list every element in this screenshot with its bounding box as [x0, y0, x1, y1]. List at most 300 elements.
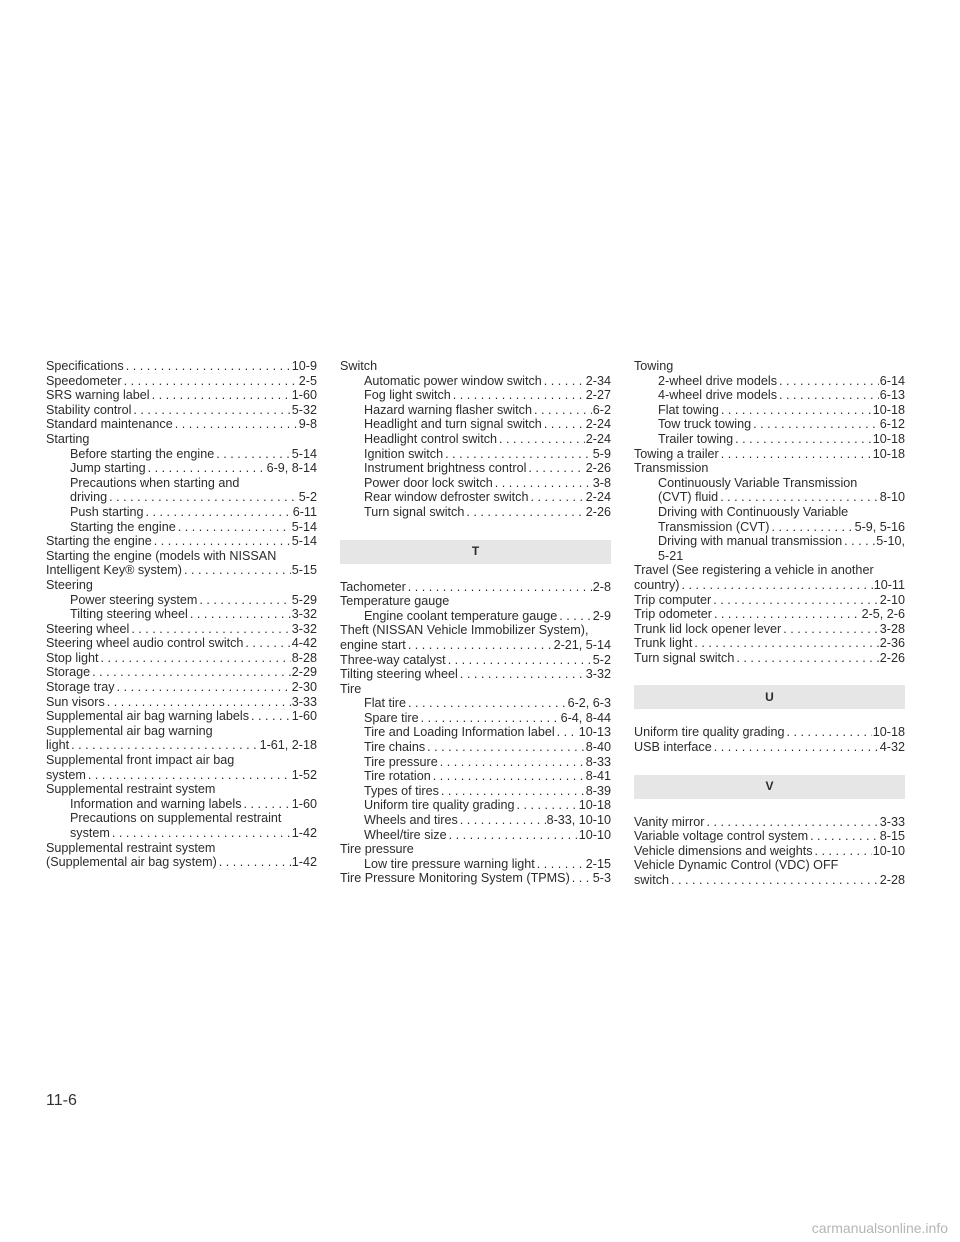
page-reference: 6-13 — [879, 388, 905, 403]
index-subentry — [340, 403, 611, 418]
page-reference: 6-11 — [292, 504, 317, 519]
dot-leader — [733, 432, 872, 447]
entry-leader-row — [364, 403, 611, 418]
entry-leader-row — [634, 578, 905, 593]
entry-text: (Supplemental air bag system) — [46, 855, 217, 870]
entry-leader-row — [634, 844, 905, 859]
index-subentry — [340, 447, 611, 462]
dot-leader — [464, 505, 584, 520]
index-subentry — [46, 797, 317, 812]
dot-leader — [122, 374, 298, 389]
page-reference-continued: 5-21 — [658, 548, 684, 563]
entry-text: Driving with manual transmission — [658, 534, 843, 549]
entry-leader-row — [658, 403, 905, 418]
index-entry — [340, 594, 611, 609]
dot-leader — [777, 388, 879, 403]
entry-text: Theft (NISSAN Vehicle Immobilizer System), — [340, 623, 589, 638]
entry-text: Vanity mirror — [634, 814, 705, 829]
dot-leader — [242, 797, 291, 812]
index-subentry — [340, 696, 611, 711]
entry-text: Supplemental air bag warning labels — [46, 709, 250, 724]
entry-leader-row — [70, 593, 317, 608]
entry-text: Tire pressure — [364, 754, 438, 769]
entry-leader-row — [658, 534, 905, 549]
index-entry — [340, 653, 611, 668]
dot-leader — [425, 740, 585, 755]
entry-text: Precautions on supplemental restraint — [70, 811, 282, 826]
entry-leader-row — [46, 709, 317, 724]
index-subentry — [340, 828, 611, 843]
entry-text: Supplemental restraint system — [46, 782, 216, 797]
dot-leader — [446, 653, 592, 668]
dot-leader — [570, 871, 592, 886]
page-reference: 2-9 — [592, 608, 611, 623]
page-reference: 3-33 — [291, 694, 317, 709]
dot-leader — [243, 636, 290, 651]
index-subentry — [634, 432, 905, 447]
index-entry — [46, 782, 317, 797]
entry-text: Trunk light — [634, 636, 693, 651]
entry-text: Information and warning labels — [70, 796, 242, 811]
dot-leader — [515, 798, 578, 813]
entry-text: Push starting — [70, 504, 144, 519]
entry-leader-row — [364, 505, 611, 520]
page-reference: 10-10 — [578, 827, 611, 842]
index-entry — [46, 432, 317, 447]
index-entry — [46, 695, 317, 710]
dot-leader — [443, 447, 592, 462]
entry-leader-row — [70, 490, 317, 505]
index-entry — [46, 374, 317, 389]
dot-leader — [69, 738, 258, 753]
entry-leader-row — [364, 388, 611, 403]
entry-text: Trunk lid lock opener lever — [634, 621, 782, 636]
index-entry — [634, 815, 905, 830]
page-reference: 2-36 — [879, 636, 905, 651]
page-reference: 2-24 — [585, 431, 611, 446]
dot-leader — [86, 768, 291, 783]
dot-leader — [150, 388, 291, 403]
entry-text: SRS warning label — [46, 388, 150, 403]
entry-leader-row — [46, 636, 317, 651]
dot-leader — [493, 476, 592, 491]
dot-leader — [173, 417, 298, 432]
entry-text: Stability control — [46, 402, 132, 417]
page-reference: 8-33 — [585, 754, 611, 769]
entry-leader-row — [634, 636, 905, 651]
entry-leader-row — [634, 829, 905, 844]
page-reference: 5-14 — [291, 534, 317, 549]
entry-leader-row — [364, 447, 611, 462]
page-reference: 2-10 — [879, 592, 905, 607]
page-reference: 4-42 — [291, 636, 317, 651]
page-reference: 2-28 — [879, 873, 905, 888]
entry-leader-row — [364, 374, 611, 389]
entry-leader-row — [340, 580, 611, 595]
entry-text: Travel (See registering a vehicle in another — [634, 563, 874, 578]
entry-leader-row — [364, 740, 611, 755]
entry-text: system — [70, 826, 110, 840]
index-column-3 — [634, 359, 905, 888]
dot-leader — [431, 769, 585, 784]
index-entry — [46, 403, 317, 418]
index-column-2 — [340, 359, 611, 886]
dot-leader — [110, 826, 291, 841]
entry-text: Variable voltage control system — [634, 829, 809, 844]
entry-leader-row — [340, 638, 611, 653]
entry-text: switch — [634, 873, 669, 888]
entry-leader-row — [634, 607, 905, 622]
page-reference: 8-40 — [585, 740, 611, 755]
entry-text: Supplemental front impact air bag — [46, 753, 235, 768]
entry-text: Starting the engine — [46, 534, 152, 549]
entry-text: Tilting steering wheel — [70, 607, 188, 622]
dot-leader — [188, 607, 291, 622]
entry-leader-row — [364, 476, 611, 491]
page-reference: 2-5 — [298, 373, 317, 388]
dot-leader — [451, 388, 585, 403]
entry-text: Ignition switch — [364, 446, 444, 461]
page-reference: 3-32 — [291, 621, 317, 636]
entry-text: Precautions when starting and — [70, 475, 240, 490]
entry-text: Specifications — [46, 359, 124, 373]
dot-leader — [182, 563, 291, 578]
dot-leader — [129, 622, 290, 637]
entry-text: Trip odometer — [634, 607, 712, 622]
entry-text: Continuously Variable Transmission — [658, 475, 858, 490]
page-reference: 10-18 — [578, 798, 611, 813]
page-reference: 6-2, 6-3 — [567, 696, 611, 711]
dot-leader — [535, 857, 585, 872]
entry-leader-row — [46, 738, 317, 753]
dot-leader — [406, 580, 592, 595]
entry-text: (CVT) fluid — [658, 490, 719, 505]
entry-leader-row — [46, 374, 317, 389]
dot-leader — [712, 607, 861, 622]
index-entry — [46, 534, 317, 549]
entry-leader-row — [364, 711, 611, 726]
index-subentry — [46, 476, 317, 505]
entry-text: Storage — [46, 665, 91, 680]
entry-text: Power steering system — [70, 592, 198, 607]
entry-leader-row — [46, 768, 317, 783]
entry-text: Automatic power window switch — [364, 373, 542, 388]
entry-leader-row — [46, 563, 317, 578]
entry-text: Fog light switch — [364, 388, 451, 403]
index-entry — [46, 578, 317, 593]
index-entry — [46, 724, 317, 753]
entry-text: Three-way catalyst — [340, 652, 446, 667]
entry-leader-row — [46, 388, 317, 403]
dot-leader — [842, 534, 875, 549]
entry-leader-row — [46, 665, 317, 680]
index-entry — [46, 651, 317, 666]
page-reference: 2-8 — [592, 579, 611, 594]
entry-leader-row — [70, 607, 317, 622]
page-reference: 5-2 — [298, 490, 317, 505]
dot-leader — [249, 709, 291, 724]
entry-text: driving — [70, 490, 108, 505]
page-reference: 5-15 — [291, 563, 317, 578]
dot-leader — [718, 490, 879, 505]
index-subentry — [634, 476, 905, 505]
entry-text: Tire — [340, 681, 362, 696]
page-reference: 5-29 — [291, 592, 317, 607]
page-reference: 3-28 — [879, 621, 905, 636]
entry-text: Engine coolant temperature gauge — [364, 608, 558, 623]
page-reference: 10-13 — [578, 725, 611, 740]
dot-leader — [555, 725, 578, 740]
entry-leader-row — [634, 725, 905, 740]
entry-text: system — [46, 767, 86, 782]
entry-text: Starting — [46, 431, 90, 446]
dot-leader — [458, 667, 585, 682]
page-reference: 2-24 — [585, 417, 611, 432]
dot-leader — [719, 447, 872, 462]
index-entry — [46, 417, 317, 432]
entry-leader-row — [658, 432, 905, 447]
dot-leader — [704, 815, 878, 830]
section-letter-header: V — [634, 775, 905, 799]
index-subentry — [634, 388, 905, 403]
section-letter-header: U — [634, 685, 905, 709]
entry-text: Rear window defroster switch — [364, 490, 529, 505]
entry-text: Transmission — [634, 461, 709, 476]
index-entry — [340, 623, 611, 652]
dot-leader — [439, 784, 585, 799]
page-reference: 9-8 — [298, 417, 317, 432]
entry-text: Driving with Continuously Variable — [658, 504, 849, 519]
index-entry — [340, 682, 611, 697]
entry-text: Wheels and tires — [364, 813, 458, 828]
index-subentry — [46, 447, 317, 462]
dot-leader — [528, 490, 584, 505]
page-reference: 2-15 — [585, 856, 611, 871]
page-reference: 6-9, 8-14 — [266, 461, 317, 476]
entry-leader-row — [634, 740, 905, 755]
index-entry — [46, 665, 317, 680]
page-reference: 2-27 — [585, 388, 611, 403]
dot-leader — [419, 711, 560, 726]
page-reference: 3-8 — [592, 475, 611, 490]
entry-text: Tilting steering wheel — [340, 667, 458, 682]
dot-leader — [90, 665, 291, 680]
entry-text: Speedometer — [46, 373, 122, 388]
dot-leader — [808, 829, 879, 844]
dot-leader — [542, 417, 585, 432]
page-reference: 2-34 — [585, 373, 611, 388]
entry-text: Headlight and turn signal switch — [364, 417, 542, 432]
page-reference: 1-60 — [291, 709, 317, 724]
page-reference: 8-41 — [585, 769, 611, 784]
index-column-1 — [46, 359, 317, 870]
index-entry — [340, 667, 611, 682]
entry-leader-row — [634, 447, 905, 462]
entry-text: Steering wheel audio control switch — [46, 636, 244, 651]
entry-leader-row — [340, 667, 611, 682]
page-reference: 5-3 — [592, 871, 611, 886]
index-subentry — [340, 857, 611, 872]
page-reference: 8-28 — [291, 650, 317, 665]
page-reference: 5-9, 5-16 — [854, 519, 905, 534]
entry-leader-row — [634, 622, 905, 637]
dot-leader — [734, 651, 878, 666]
entry-text: country) — [634, 577, 680, 592]
index-subentry — [340, 740, 611, 755]
index-subentry — [340, 374, 611, 389]
entry-text: Supplemental air bag warning — [46, 723, 213, 738]
entry-leader-row — [70, 826, 317, 841]
index-subentry — [46, 607, 317, 622]
index-subentry — [46, 505, 317, 520]
page-reference: 2-29 — [291, 665, 317, 680]
dot-leader — [458, 813, 546, 828]
index-entry — [46, 622, 317, 637]
entry-text: USB interface — [634, 740, 712, 755]
entry-leader-row — [364, 857, 611, 872]
page-reference: 1-42 — [291, 826, 317, 840]
entry-text: Wheel/tire size — [364, 827, 447, 842]
index-subentry — [46, 461, 317, 476]
index-entry — [634, 622, 905, 637]
page-reference: 3-32 — [291, 607, 317, 622]
index-subentry — [340, 769, 611, 784]
page-reference: 1-42 — [291, 855, 317, 870]
entry-leader-row — [658, 374, 905, 389]
entry-text: Tire pressure — [340, 842, 414, 857]
index-subentry — [340, 505, 611, 520]
index-subentry — [340, 784, 611, 799]
entry-leader-row — [364, 828, 611, 843]
entry-leader-row — [46, 855, 317, 870]
page-reference: 6-12 — [879, 417, 905, 432]
page-reference: 2-21, 5-14 — [553, 637, 611, 652]
index-subentry — [46, 520, 317, 535]
entry-text: Tire rotation — [364, 769, 431, 784]
index-entry — [634, 447, 905, 462]
entry-text: Flat tire — [364, 696, 406, 711]
entry-text: Tire and Loading Information label — [364, 725, 555, 740]
dot-leader — [406, 638, 553, 653]
entry-text: Before starting the engine — [70, 446, 215, 461]
dot-leader — [813, 844, 872, 859]
entry-leader-row — [340, 871, 611, 886]
entry-text: Headlight control switch — [364, 431, 497, 446]
entry-leader-row — [658, 520, 905, 535]
entry-text: 2-wheel drive models — [658, 373, 777, 388]
dot-leader — [99, 651, 291, 666]
entry-text: Uniform tire quality grading — [634, 725, 785, 740]
page-reference: 3-33 — [879, 814, 905, 829]
index-subentry — [340, 755, 611, 770]
index-entry — [634, 740, 905, 755]
page-reference: 2-26 — [585, 504, 611, 519]
page-reference: 10-10 — [872, 843, 905, 858]
index-entry — [46, 359, 317, 374]
page-reference: 1-60 — [291, 388, 317, 403]
entry-text: Switch — [340, 359, 378, 373]
dot-leader — [542, 374, 585, 389]
entry-leader-row — [364, 609, 611, 624]
dot-leader — [124, 359, 291, 374]
dot-leader — [217, 855, 291, 870]
page-reference: 10-11 — [873, 577, 905, 592]
index-subentry — [634, 374, 905, 389]
dot-leader — [152, 534, 291, 549]
entry-text: Hazard warning flasher switch — [364, 402, 532, 417]
index-entry — [634, 359, 905, 374]
page-reference: 8-15 — [879, 829, 905, 844]
entry-text: Tow truck towing — [658, 417, 752, 432]
index-subentry — [340, 388, 611, 403]
index-subentry — [340, 476, 611, 491]
entry-text: Standard maintenance — [46, 417, 173, 432]
entry-leader-row — [364, 461, 611, 476]
entry-text: Instrument brightness control — [364, 461, 527, 476]
dot-leader — [532, 403, 592, 418]
entry-leader-row — [658, 490, 905, 505]
index-subentry — [340, 461, 611, 476]
index-entry — [634, 593, 905, 608]
page-reference: 6-4, 8-44 — [560, 710, 611, 725]
section-letter-header: T — [340, 540, 611, 564]
page-reference: 5-14 — [291, 519, 317, 534]
entry-text: Vehicle Dynamic Control (VDC) OFF — [634, 858, 839, 873]
index-subentry — [634, 505, 905, 534]
index-entry — [634, 461, 905, 476]
entry-leader-row — [634, 651, 905, 666]
page-reference: 2-26 — [585, 461, 611, 476]
page-reference: 6-14 — [879, 373, 905, 388]
index-subentry — [340, 813, 611, 828]
index-entry — [340, 359, 611, 374]
page-reference: 1-60 — [291, 796, 317, 811]
dot-leader — [557, 609, 592, 624]
index-entry — [634, 829, 905, 844]
entry-text: Power door lock switch — [364, 475, 493, 490]
entry-text: Transmission (CVT) — [658, 519, 770, 534]
entry-leader-row — [364, 798, 611, 813]
entry-leader-row — [364, 769, 611, 784]
dot-leader — [719, 403, 872, 418]
page-reference: 10-18 — [872, 446, 905, 461]
entry-text: Tachometer — [340, 579, 406, 594]
page-reference: 5-10, — [876, 534, 905, 549]
index-entry — [634, 607, 905, 622]
entry-leader-row — [46, 680, 317, 695]
dot-leader — [680, 578, 873, 593]
index-entry — [634, 636, 905, 651]
dot-leader — [406, 696, 567, 711]
entry-leader-row — [364, 755, 611, 770]
page-reference: 5-9 — [592, 446, 611, 461]
index-entry — [340, 871, 611, 886]
entry-text: Uniform tire quality grading — [364, 798, 515, 813]
index-subentry — [340, 417, 611, 432]
entry-leader-row — [46, 403, 317, 418]
page-reference: 5-32 — [291, 402, 317, 417]
index-subentry — [46, 593, 317, 608]
entry-text: 4-wheel drive models — [658, 388, 777, 403]
entry-text: light — [46, 738, 70, 753]
dot-leader — [781, 622, 879, 637]
entry-leader-row — [46, 695, 317, 710]
index-subentry — [340, 711, 611, 726]
index-entry — [46, 753, 317, 782]
dot-leader — [669, 873, 879, 888]
entry-text: Trailer towing — [658, 431, 734, 446]
entry-text: Types of tires — [364, 783, 439, 798]
